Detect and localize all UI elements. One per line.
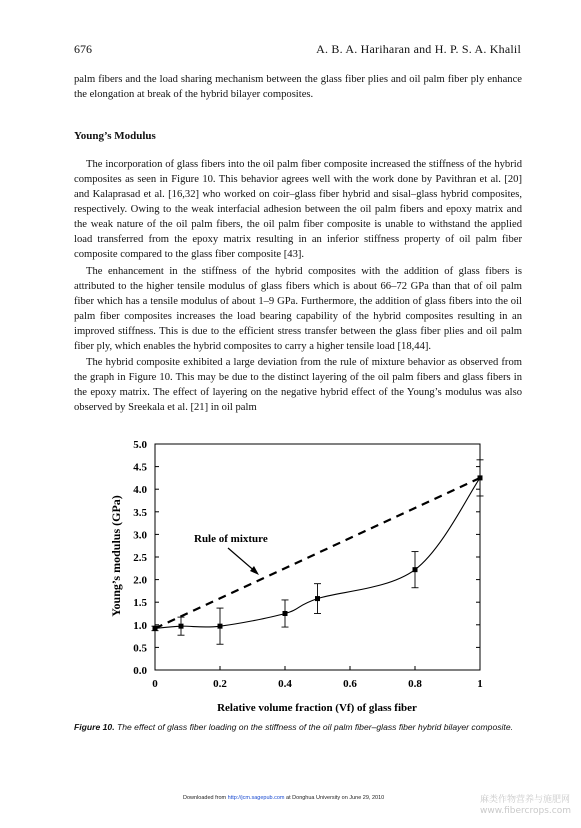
x-tick-label: 0 bbox=[152, 678, 158, 690]
y-tick-label: 4.5 bbox=[133, 461, 147, 474]
x-tick-label: 0.2 bbox=[213, 678, 227, 690]
data-point bbox=[413, 567, 418, 572]
y-axis-label: Young’s modulus (GPa) bbox=[109, 495, 123, 617]
data-point bbox=[283, 611, 288, 616]
paragraph-1: The incorporation of glass fibers into the oil palm fiber composite increased the stiffness of the hybrid composites as seen in Figure 10. This behavior agrees well with the work done by Pavithran et al. [20] and Kalaprasad et al. [16,32] who worked on coir–glass fiber hybrid and sisal–glass hybrid composites, respectively. Owing to the weak interfacial adhesion between the oil palm fibers and epoxy matrix and the weak nature of the oil palm fibers, the oil palm fiber composite is unable to withstand the applied load transferred from the epoxy matrix resulting in an inferior stiffness property of oil palm fiber composite compared to the glass fiber composite [43]. bbox=[74, 159, 522, 260]
page-number: 676 bbox=[74, 42, 92, 56]
rule-of-mixture-label: Rule of mixture bbox=[194, 533, 268, 545]
watermark bbox=[480, 795, 571, 817]
x-axis-label: Relative volume fraction (Vf) of glass fiber bbox=[217, 702, 417, 714]
footer-prefix: Downloaded from bbox=[183, 795, 227, 801]
figure-caption bbox=[74, 722, 526, 733]
chart-ticks bbox=[133, 439, 483, 690]
section-heading: Young’s Modulus bbox=[74, 130, 156, 142]
caption-text: The effect of glass fiber loading on the stiffness of the oil palm fiber–glass fiber hybrid bilayer composite. bbox=[116, 722, 513, 732]
data-point bbox=[478, 475, 483, 480]
paragraph-continued: palm fibers and the load sharing mechanism between the glass fiber plies and oil palm fiber ply enhance the elongation at break of the hybrid bilayer composites. bbox=[74, 74, 522, 100]
x-tick-label: 0.6 bbox=[343, 678, 357, 690]
plot-frame bbox=[155, 444, 480, 670]
data-point bbox=[179, 624, 184, 629]
caption-label: Figure 10. bbox=[74, 722, 115, 732]
footer-suffix: at Donghua University on June 29, 2010 bbox=[286, 795, 385, 801]
y-tick-label: 4.0 bbox=[133, 484, 147, 497]
y-tick-label: 1.5 bbox=[133, 597, 147, 610]
data-point bbox=[315, 596, 320, 601]
y-tick-label: 1.0 bbox=[133, 619, 147, 632]
watermark-line-1: 麻类作物营养与施肥网 bbox=[480, 795, 571, 805]
y-tick-label: 5.0 bbox=[133, 439, 147, 451]
x-tick-label: 0.4 bbox=[278, 678, 292, 690]
y-tick-label: 0.5 bbox=[133, 642, 147, 655]
watermark-line-2: www.fibercrops.com bbox=[480, 806, 571, 816]
x-tick-label: 1 bbox=[477, 678, 483, 690]
paragraph-2: The enhancement in the stiffness of the hybrid composites with the addition of glass fibers is attributed to the higher tensile modulus of glass fibers which is about 66–72 GPa than that of oil palm fiber which has a tensile modulus of about 1–9 GPa. Furthermore, the addition of glass fibers into the oil palm fiber composites increases the load bearing capability of the hybrid composites resulting in an improved stiffness. This is due to the efficient stress transfer between the glass fiber plies and oil palm fiber ply, which enables the hybrid composites to carry a higher tensile load [18,44]. bbox=[74, 266, 522, 352]
chart-marks bbox=[152, 460, 484, 644]
y-tick-label: 3.0 bbox=[133, 529, 147, 542]
download-footer bbox=[183, 795, 384, 801]
data-point bbox=[153, 626, 158, 631]
footer-link[interactable]: http://jcm.sagepub.com bbox=[227, 795, 285, 801]
paragraph-3: The hybrid composite exhibited a large deviation from the rule of mixture behavior as observed from the graph in Figure 10. This may be due to the distinct layering of the oil palm fibers and glass fibers in the epoxy matrix. The effect of layering on the negative hybrid effect of the Young’s modulus was also observed by Sreekala et al. [21] in oil palm bbox=[74, 357, 522, 413]
running-header-authors: A. B. A. Hariharan and H. P. S. A. Khalil bbox=[316, 42, 521, 56]
y-tick-label: 0.0 bbox=[133, 665, 147, 677]
y-tick-label: 2.5 bbox=[133, 552, 147, 564]
y-tick-label: 2.0 bbox=[133, 574, 147, 587]
chart-axes bbox=[155, 444, 480, 670]
y-tick-label: 3.5 bbox=[133, 506, 147, 519]
figure-10-chart bbox=[0, 430, 581, 720]
data-point bbox=[218, 624, 223, 629]
x-tick-label: 0.8 bbox=[408, 678, 422, 690]
